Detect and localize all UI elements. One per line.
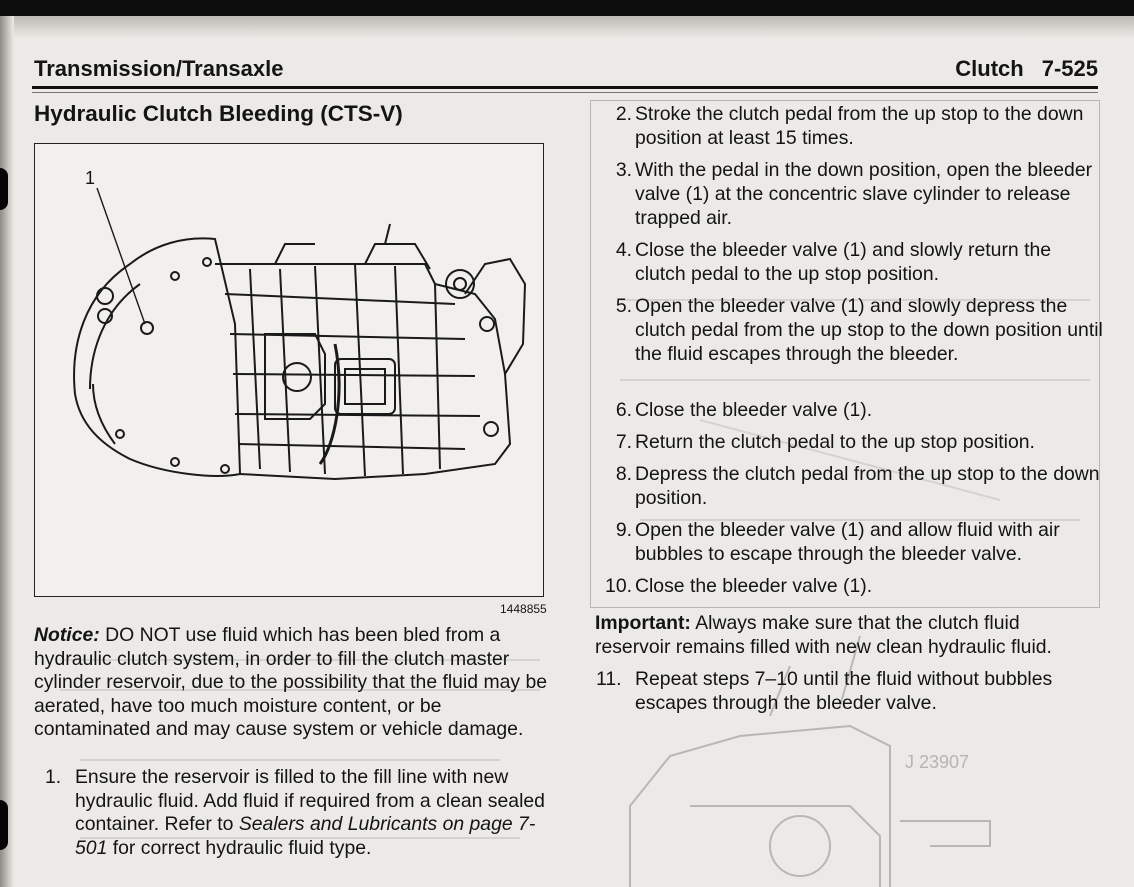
important-label: Important:: [595, 612, 691, 634]
step-number: 7.: [615, 431, 632, 453]
transmission-figure: [34, 143, 544, 597]
step-number: 8.: [615, 463, 632, 485]
binder-ring: [0, 168, 8, 210]
step-number: 6.: [615, 399, 632, 421]
step-number: 4.: [615, 239, 632, 261]
step-text: [75, 766, 545, 860]
scan-top-edge: [0, 0, 1134, 16]
transmission-illustration: [35, 144, 543, 596]
important-text: Always make sure that the clutch fluid reservoir remains filled with new clean hydraulic fluid.: [595, 612, 1052, 658]
step-text: Return the clutch pedal to the up stop position.: [635, 431, 1035, 453]
cross-reference: Sealers and Lubricants on page 7-501: [75, 813, 536, 859]
figure-callout-1: 1: [85, 168, 96, 188]
step-text: Stroke the clutch pedal from the up stop to the down position at least 15 times.: [635, 103, 1084, 149]
step-text: Depress the clutch pedal from the up stop to the down position.: [635, 463, 1100, 509]
step-number: 1.: [45, 766, 62, 788]
section-name: Clutch: [955, 56, 1024, 81]
step-text-part: Ensure the reservoir is filled to the fill line with new hydraulic fluid. Add fluid if required from a clean sealed container. Refer to: [75, 766, 545, 835]
notice-text: DO NOT use fluid which has been bled from a hydraulic clutch system, in order to fill the clutch master cylinder reservoir, due to the possibility that the fluid may be aerated, have too much moisture content, or be contaminated and may cause system or vehicle damage.: [34, 624, 548, 740]
step-text: Open the bleeder valve (1) and slowly depress the clutch pedal from the up stop to the down position until the fluid escapes through the bleeder.: [635, 295, 1103, 365]
step-text: Close the bleeder valve (1) and slowly return the clutch pedal to the up stop position.: [635, 239, 1052, 285]
header-rule: [32, 86, 1098, 89]
figure-id: 1448855: [500, 602, 547, 616]
step-text: With the pedal in the down position, open the bleeder valve (1) at the concentric slave cylinder to release trapped air.: [635, 159, 1093, 229]
header-rule-thin: [32, 92, 1098, 93]
step-number: 3.: [615, 159, 632, 181]
notice-label: Notice:: [34, 624, 100, 646]
binding-shadow: [0, 16, 14, 887]
section-title: Hydraulic Clutch Bleeding (CTS-V): [34, 101, 403, 126]
step-number: 9.: [615, 519, 632, 541]
step-number: 5.: [615, 295, 632, 317]
step-number: 2.: [615, 103, 632, 125]
scan-shadow: [0, 16, 1134, 38]
step-text: Open the bleeder valve (1) and allow fluid with air bubbles to escape through the bleeder valve.: [635, 519, 1060, 565]
step-text: Repeat steps 7–10 until the fluid without bubbles escapes through the bleeder valve.: [635, 668, 1053, 714]
step-text: Close the bleeder valve (1).: [635, 399, 873, 421]
notice-paragraph: [34, 624, 554, 742]
running-head-right: [955, 56, 1098, 82]
step-number: 10.: [605, 575, 632, 597]
running-head-title: Transmission/Transaxle: [34, 56, 284, 81]
list-item: [45, 766, 545, 860]
background-figure-label: J 23907: [905, 752, 970, 772]
step-text: Close the bleeder valve (1).: [635, 575, 873, 597]
important-paragraph: [595, 611, 1100, 659]
page-number: 7-525: [1041, 56, 1098, 81]
step-text-part: for correct hydraulic fluid type.: [107, 836, 372, 859]
step-number: 11.: [596, 668, 622, 690]
binder-ring: [0, 800, 8, 850]
